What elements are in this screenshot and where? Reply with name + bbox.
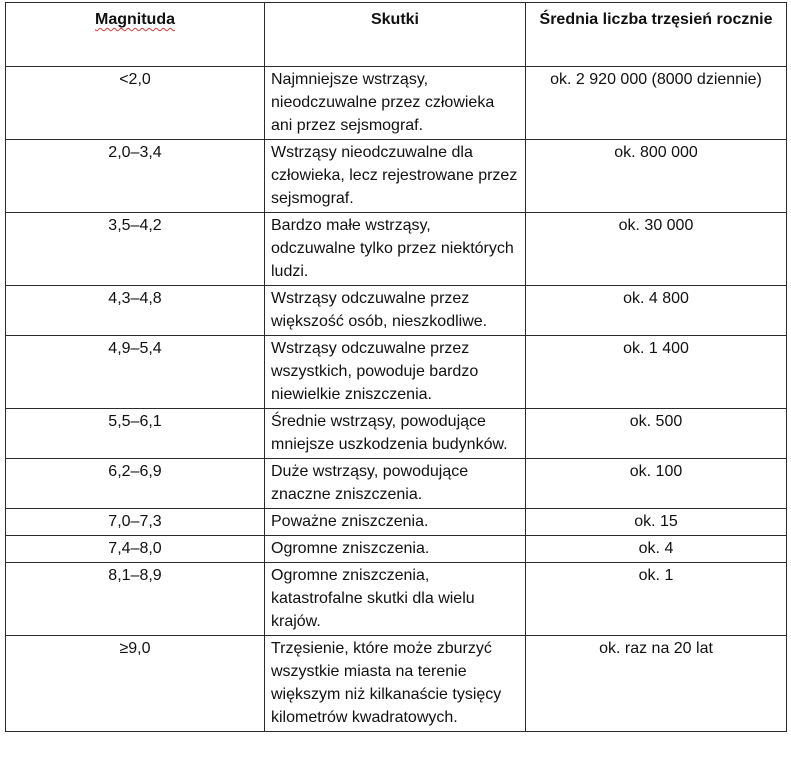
magnitude-cell: <2,0	[6, 67, 265, 140]
effects-cell: Poważne zniszczenia.	[265, 509, 526, 536]
effects-cell: Średnie wstrząsy, powodujące mniejsze uszkodzenia budynków.	[265, 409, 526, 459]
effects-cell: Wstrząsy odczuwalne przez wszystkich, powoduje bardzo niewielkie zniszczenia.	[265, 336, 526, 409]
table-row	[6, 336, 787, 409]
magnitude-cell: 4,3–4,8	[6, 286, 265, 336]
table-row	[6, 563, 787, 636]
annual-count-cell: ok. 4	[526, 536, 787, 563]
magnitude-cell: 8,1–8,9	[6, 563, 265, 636]
effects-cell: Bardzo małe wstrząsy, odczuwalne tylko przez niektórych ludzi.	[265, 213, 526, 286]
effects-cell: Ogromne zniszczenia, katastrofalne skutki dla wielu krajów.	[265, 563, 526, 636]
header-magnitude	[6, 3, 265, 67]
header-effects: Skutki	[265, 3, 526, 67]
effects-cell: Duże wstrząsy, powodujące znaczne zniszczenia.	[265, 459, 526, 509]
table-row	[6, 286, 787, 336]
annual-count-cell: ok. 15	[526, 509, 787, 536]
table-row	[6, 636, 787, 732]
header-annual-count: Średnia liczba trzęsień rocznie	[526, 3, 787, 67]
annual-count-cell: ok. 2 920 000 (8000 dziennie)	[526, 67, 787, 140]
table-row	[6, 459, 787, 509]
magnitude-cell: 6,2–6,9	[6, 459, 265, 509]
annual-count-cell: ok. 1	[526, 563, 787, 636]
effects-cell: Wstrząsy odczuwalne przez większość osób, nieszkodliwe.	[265, 286, 526, 336]
effects-cell: Najmniejsze wstrząsy, nieodczuwalne przez człowieka ani przez sejsmograf.	[265, 67, 526, 140]
table-row	[6, 67, 787, 140]
magnitude-cell: 5,5–6,1	[6, 409, 265, 459]
header-magnitude-label: Magnituda	[95, 11, 175, 28]
annual-count-cell: ok. 800 000	[526, 140, 787, 213]
effects-cell: Trzęsienie, które może zburzyć wszystkie miasta na terenie większym niż kilkanaście tysięcy kilometrów kwadratowych.	[265, 636, 526, 732]
table-row	[6, 536, 787, 563]
annual-count-cell: ok. raz na 20 lat	[526, 636, 787, 732]
annual-count-cell: ok. 4 800	[526, 286, 787, 336]
magnitude-cell: ≥9,0	[6, 636, 265, 732]
table-row	[6, 409, 787, 459]
annual-count-cell: ok. 500	[526, 409, 787, 459]
effects-cell: Ogromne zniszczenia.	[265, 536, 526, 563]
annual-count-cell: ok. 100	[526, 459, 787, 509]
table-row	[6, 213, 787, 286]
table-row	[6, 509, 787, 536]
annual-count-cell: ok. 30 000	[526, 213, 787, 286]
table-header-row	[6, 3, 787, 67]
magnitude-cell: 7,4–8,0	[6, 536, 265, 563]
magnitude-cell: 4,9–5,4	[6, 336, 265, 409]
earthquake-magnitude-table	[5, 2, 787, 732]
magnitude-cell: 7,0–7,3	[6, 509, 265, 536]
table-row	[6, 140, 787, 213]
magnitude-cell: 2,0–3,4	[6, 140, 265, 213]
earthquake-magnitude-table-container	[5, 2, 786, 732]
effects-cell: Wstrząsy nieodczuwalne dla człowieka, lecz rejestrowane przez sejsmograf.	[265, 140, 526, 213]
magnitude-cell: 3,5–4,2	[6, 213, 265, 286]
annual-count-cell: ok. 1 400	[526, 336, 787, 409]
